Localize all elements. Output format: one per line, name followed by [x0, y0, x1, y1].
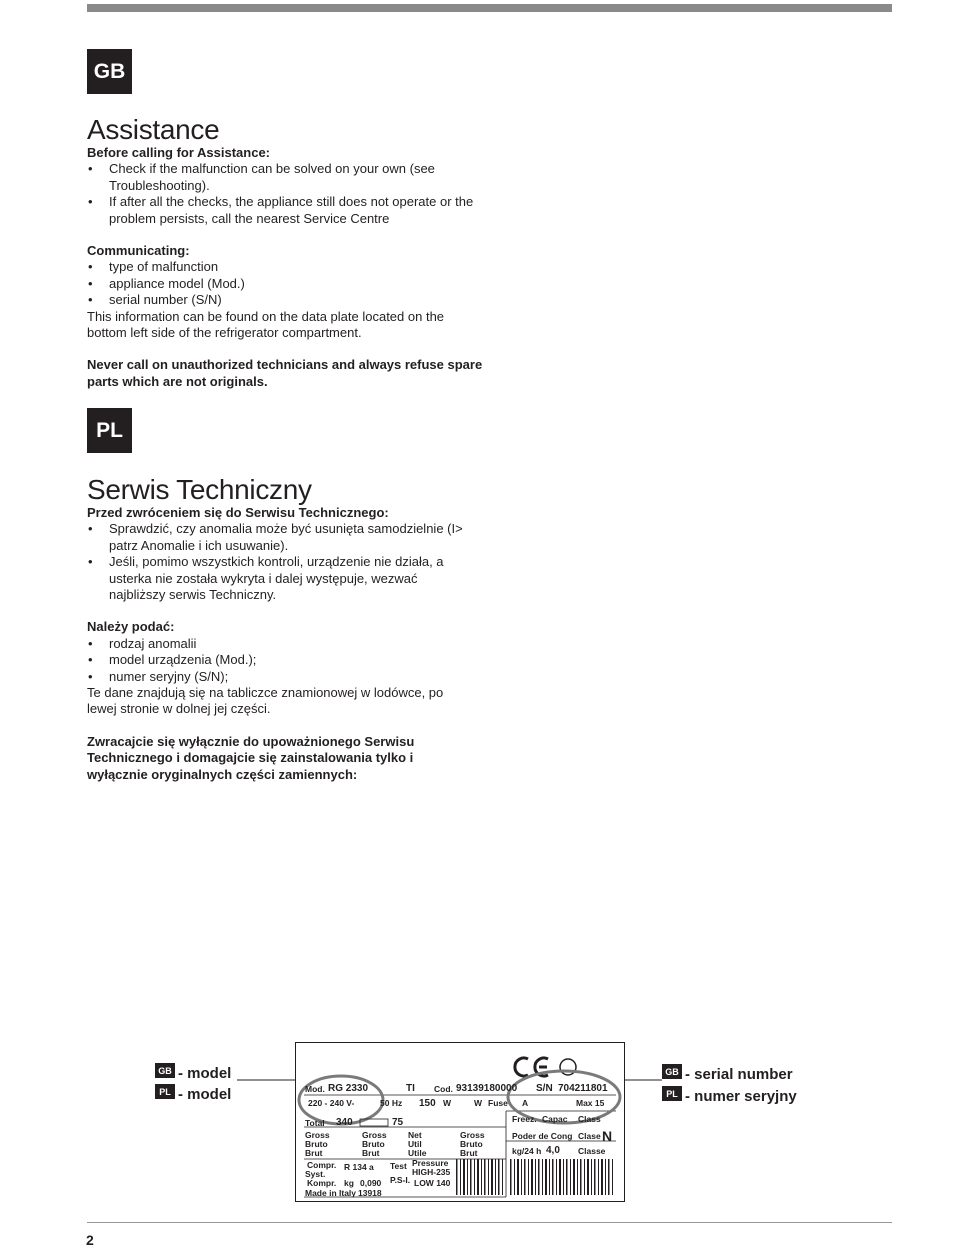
right-serial-label-pl: - numer seryjny	[685, 1088, 797, 1105]
plate-bruto1: Bruto	[305, 1139, 328, 1149]
plate-gross3: Gross	[460, 1130, 485, 1140]
plate-class: Class	[578, 1114, 601, 1124]
plate-test: Test	[390, 1161, 407, 1171]
list-item: • numer seryjny (S/N);	[87, 669, 472, 685]
pl-label-badge: PL	[155, 1084, 175, 1099]
plate-bruto3: Bruto	[460, 1139, 483, 1149]
list-item: • Sprawdzić, czy anomalia może być usunięta samodzielnie (I> patrz Anomalie i ich usuwanie).	[87, 521, 472, 554]
list-item: • appliance model (Mod.)	[87, 276, 487, 292]
plate-psi: P.S-I.	[390, 1175, 411, 1185]
plate-sn-label: S/N	[536, 1083, 553, 1094]
gb-title: Assistance	[87, 114, 220, 145]
plate-gross2: Gross	[362, 1130, 387, 1140]
list-item: • type of malfunction	[87, 259, 487, 275]
plate-kg: kg	[344, 1178, 354, 1188]
list-item: • Jeśli, pomimo wszystkich kontroli, urządzenie nie działa, a usterka nie została wykryta i dalej występuje, wezwać najbliższy serwis Techniczny.	[87, 554, 472, 603]
plate-brut2: Brut	[362, 1148, 380, 1158]
plate-poder: Poder de Cong	[512, 1131, 573, 1141]
plate-made: Made in Italy	[305, 1188, 357, 1198]
plate-w: W	[443, 1098, 452, 1108]
pl-info-text: Te dane znajdują się na tabliczce znamionowej w lodówce, po lewej stronie w dolnej jej części.	[87, 685, 444, 717]
gb-warning: Never call on unauthorized technicians and always refuse spare parts which are not originals.	[87, 357, 483, 389]
gb-language-badge: GB	[87, 49, 132, 94]
bottom-rule	[87, 1222, 892, 1223]
list-item: • rodzaj anomalii	[87, 636, 472, 652]
list-item: • serial number (S/N)	[87, 292, 487, 308]
plate-made-num: 13918	[358, 1188, 382, 1198]
plate-r134: R 134 a	[344, 1162, 374, 1172]
plate-code-value: 93139180000	[456, 1083, 518, 1094]
plate-kg24: kg/24 h	[512, 1146, 542, 1156]
plate-a: A	[522, 1098, 529, 1108]
plate-freez: Freez.	[512, 1114, 537, 1124]
plate-compr: Compr.	[307, 1160, 337, 1170]
plate-model-value: RG 2330	[328, 1083, 369, 1094]
plate-classe: Classe	[578, 1146, 606, 1156]
gb-info-text: This information can be found on the data plate located on the bottom left side of the refrigerator compartment.	[87, 308, 445, 341]
plate-utile: Utile	[408, 1148, 427, 1158]
gb-comm-heading: Communicating:	[87, 243, 190, 259]
pl-label-badge: PL	[662, 1086, 682, 1101]
plate-serial-value: 704211801	[558, 1083, 608, 1094]
plate-net: Net	[408, 1130, 422, 1140]
plate-total-val: 340	[336, 1117, 353, 1128]
plate-voltage: 220 - 240 V-	[308, 1098, 355, 1108]
pl-before-heading: Przed zwróceniem się do Serwisu Technicznego:	[87, 505, 389, 520]
plate-util: Util	[408, 1139, 422, 1149]
plate-kg-val: 0,090	[360, 1178, 382, 1188]
pl-comm-heading: Należy podać:	[87, 619, 175, 635]
plate-high: HIGH-235	[412, 1167, 451, 1177]
plate-cod-label: Cod.	[434, 1084, 453, 1094]
plate-hz: 50 Hz	[380, 1098, 403, 1108]
plate-brut1: Brut	[305, 1148, 323, 1158]
plate-ti: TI	[406, 1083, 415, 1094]
plate-kg24-val: 4,0	[546, 1145, 560, 1156]
plate-bruto2: Bruto	[362, 1139, 385, 1149]
gb-label-badge: GB	[155, 1063, 175, 1078]
plate-pressure: Pressure	[412, 1158, 449, 1168]
plate-star-val: 75	[392, 1117, 404, 1128]
plate-kompr: Kompr.	[307, 1178, 337, 1188]
list-item: • Check if the malfunction can be solved on your own (see Troubleshooting).	[87, 161, 487, 194]
list-item: • model urządzenia (Mod.);	[87, 652, 472, 668]
plate-brut3: Brut	[460, 1148, 478, 1158]
plate-clase-val: N	[602, 1128, 613, 1144]
list-item: • If after all the checks, the appliance still does not operate or the problem persists, call the nearest Service Centre	[87, 194, 487, 227]
page-number: 2	[86, 1232, 94, 1248]
pl-language-badge: PL	[87, 408, 132, 453]
plate-capac: Capac	[542, 1114, 568, 1124]
plate-max: Max 15	[576, 1098, 605, 1108]
plate-fuse: Fuse	[488, 1098, 508, 1108]
pl-warning: Zwracajcie się wyłącznie do upoważnionego Serwisu Technicznego i domagajcie się zainstalowania tylko i wyłącznie oryginalnych części zamiennych:	[87, 733, 415, 782]
left-model-label-pl: - model	[178, 1086, 232, 1103]
data-plate	[295, 1042, 625, 1202]
gb-label-badge: GB	[662, 1064, 682, 1079]
left-model-label-gb: - model	[178, 1065, 232, 1082]
plate-total: Total	[305, 1118, 325, 1128]
plate-power: 150	[419, 1098, 436, 1109]
plate-low: LOW 140	[414, 1178, 451, 1188]
plate-gross1: Gross	[305, 1130, 330, 1140]
right-serial-label-gb: - serial number	[685, 1066, 793, 1083]
plate-w2: W	[474, 1098, 483, 1108]
gb-before-heading: Before calling for Assistance:	[87, 145, 271, 160]
plate-syst: Syst.	[305, 1169, 326, 1179]
pl-title: Serwis Techniczny	[87, 474, 312, 505]
plate-mod-label: Mod.	[305, 1084, 325, 1094]
plate-clase: Clase	[578, 1131, 601, 1141]
